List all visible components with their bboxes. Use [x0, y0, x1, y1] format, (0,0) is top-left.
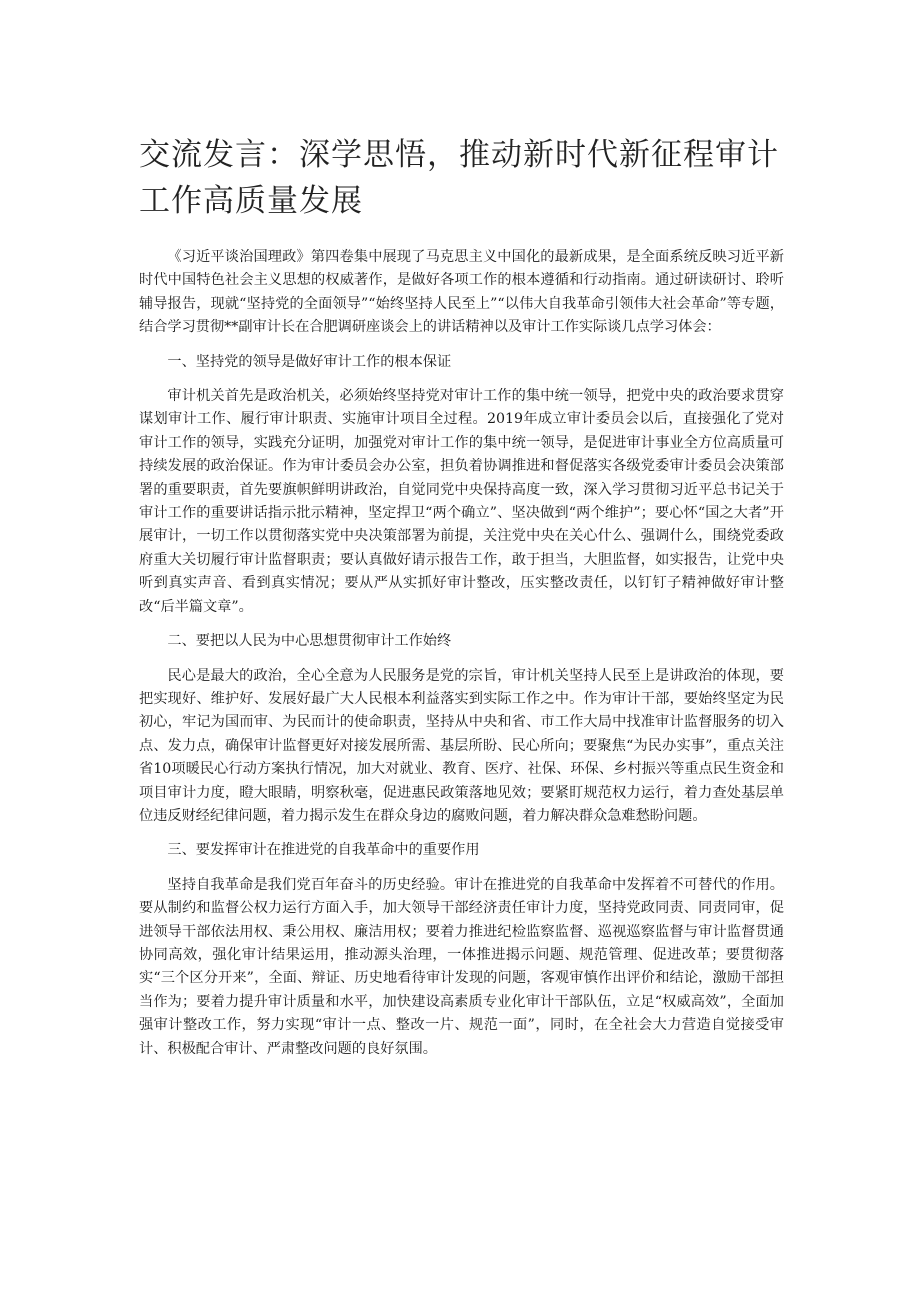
section-1-heading: 一、坚持党的领导是做好审计工作的根本保证 — [167, 353, 452, 370]
section-3-heading: 三、要发挥审计在推进党的自我革命中的重要作用 — [167, 842, 480, 859]
section-2-heading: 二、要把以人民为中心思想贯彻审计工作始终 — [167, 633, 452, 650]
section-1-body: 审计机关首先是政治机关，必须始终坚持党对审计工作的集中统一领导，把党中央的政治要求贯穿谋划审计工作、履行审计职责、实施审计项目全过程。2019年成立审计委员会以后，直接强化了党对审计工作的领导，实践充分证明，加强党对审计工作的集中统一领导，是促进审计事业全方位高质量可持续发展的政治保证。作为审计委员会办公室，担负着协调推进和督促落实各级党委审计委员会决策部署的重要职责，首先要旗帜鲜明讲政治，自觉同党中央保持高度一致，深入学习贯彻习近平总书记关于审计工作的重要讲话指示批示精神，坚定捍卫“两个确立”、坚决做到“两个维护”；要心怀“国之大者”开展审计，一切工作以贯彻落实党中央决策部署为前提，关注党中央在关心什么、强调什么，围绕党委政府重大关切履行审计监督职责；要认真做好请示报告工作，敢于担当，大胆监督，如实报告，让党中央听到真实声音、看到真实情况；要从严从实抓好审计整改，压实整改责任，以钉钉子精神做好审计整改“后半篇文章”。 — [139, 388, 784, 615]
section-3-body: 坚持自我革命是我们党百年奋斗的历史经验。审计在推进党的自我革命中发挥着不可替代的作用。要从制约和监督公权力运行方面入手，加大领导干部经济责任审计力度，坚持党政同责、同责同审，促进领导干部依法用权、秉公用权、廉洁用权；要着力推进纪检监察监督、巡视巡察监督与审计监督贯通协同高效，强化审计结果运用，推动源头治理，一体推进揭示问题、规范管理、促进改革；要贯彻落实“三个区分开来”，全面、辩证、历史地看待审计发现的问题，客观审慎作出评价和结论，激励干部担当作为；要着力提升审计质量和水平，加快建设高素质专业化审计干部队伍，立足“权威高效”，全面加强审计整改工作，努力实现“审计一点、整改一片、规范一面”，同时，在全社会大力营造自觉接受审计、积极配合审计、严肃整改问题的良好氛围。 — [139, 876, 784, 1057]
section-2-body: 民心是最大的政治，全心全意为人民服务是党的宗旨，审计机关坚持人民至上是讲政治的体现，要把实现好、维护好、发展好最广大人民根本利益落实到实际工作之中。作为审计干部，要始终坚定为民初心，牢记为国而审、为民而计的使命职责，坚持从中央和省、市工作大局中找准审计监督服务的切入点、发力点，确保审计监督更好对接发展所需、基层所盼、民心所向；要聚焦“为民办实事”，重点关注省10项暖民心行动方案执行情况，加大对就业、教育、医疗、社保、环保、乡村振兴等重点民生资金和项目审计力度，瞪大眼睛，明察秋毫，促进惠民政策落地见效；要紧盯规范权力运行，着力查处基层单位违反财经纪律问题，着力揭示发生在群众身边的腐败问题，着力解决群众急难愁盼问题。 — [139, 667, 784, 824]
intro-paragraph: 《习近平谈治国理政》第四卷集中展现了马克思主义中国化的最新成果，是全面系统反映习近平新时代中国特色社会主义思想的权威著作，是做好各项工作的根本遵循和行动指南。通过研读研讨、聆听辅导报告，现就“坚持党的全面领导”“始终坚持人民至上”“以伟大自我革命引领伟大社会革命”等专题，结合学习贯彻**副审计长在合肥调研座谈会上的讲话精神以及审计工作实际谈几点学习体会： — [139, 249, 784, 336]
document-page — [139, 132, 784, 1072]
document-title: 交流发言：深学思悟，推动新时代新征程审计工作高质量发展 — [139, 137, 779, 219]
